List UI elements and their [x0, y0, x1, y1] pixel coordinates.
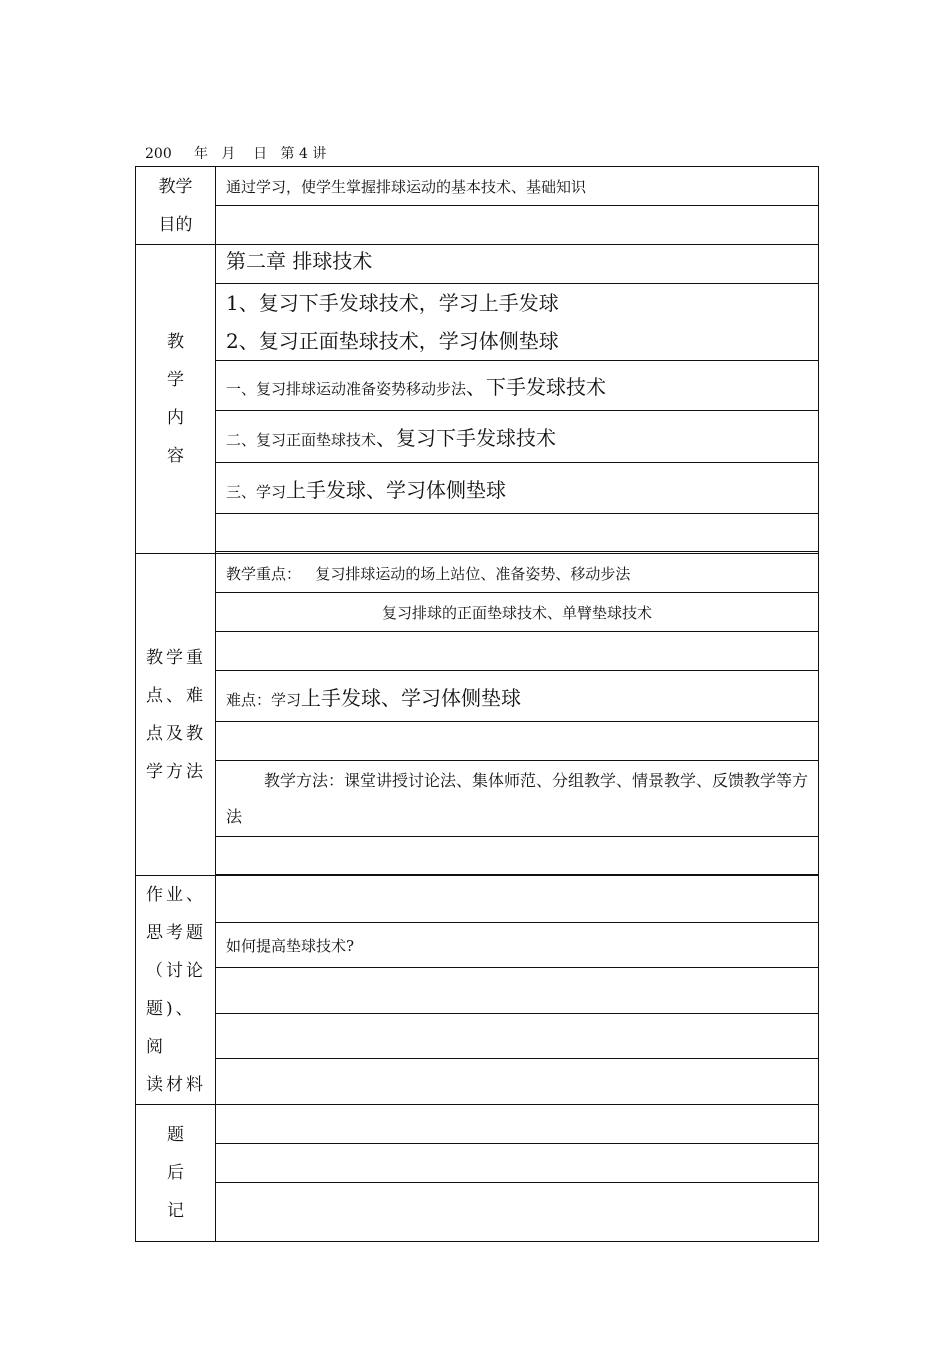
lecture-number: 第 4 讲: [280, 146, 327, 162]
content-items: [216, 284, 819, 361]
content-label: 教 学 内 容: [136, 245, 216, 554]
objective-empty: [216, 206, 819, 245]
content-item-2: 2、复习正面垫球技术，学习体侧垫球: [226, 329, 559, 353]
objective-row: [136, 167, 819, 206]
day-unit: 日: [253, 146, 268, 162]
lesson-plan-table: [135, 166, 819, 1242]
month-unit: 月: [221, 146, 236, 162]
key-point-2: 复习排球的正面垫球技术、单臂垫球技术: [216, 593, 819, 632]
objective-text: 通过学习，使学生掌握排球运动的基本技术、基础知识: [216, 167, 819, 206]
year: 200: [145, 146, 172, 162]
postscript-empty-1: [216, 1105, 819, 1144]
keypoints-label: 教学重 点、难 点及教 学方法: [136, 554, 216, 876]
content-row: [136, 245, 819, 284]
date-line: [145, 144, 326, 164]
postscript-row: [136, 1105, 819, 1144]
homework-row: [136, 876, 819, 923]
homework-empty-2: [216, 968, 819, 1014]
homework-question: 如何提高垫球技术?: [216, 922, 819, 968]
content-section-1: 一、复习排球运动准备姿势移动步法、下手发球技术: [216, 361, 819, 411]
objective-label: 教学 目的: [136, 167, 216, 245]
year-unit: 年: [194, 146, 208, 162]
keypoints-empty-3: [216, 837, 819, 875]
homework-empty-4: [216, 1059, 819, 1105]
chapter-title: 第二章 排球技术: [216, 245, 819, 284]
difficulty: 难点：学习上手发球、学习体侧垫球: [216, 671, 819, 722]
keypoints-empty-2: [216, 722, 819, 761]
content-section-3: 三、学习上手发球、学习体侧垫球: [216, 463, 819, 514]
keypoints-row: [136, 554, 819, 593]
homework-empty-3: [216, 1013, 819, 1059]
content-item-1: 1、复习下手发球技术，学习上手发球: [226, 291, 559, 315]
key-point-1: 教学重点： 复习排球运动的场上站位、准备姿势、移动步法: [216, 554, 819, 593]
postscript-empty-3: [216, 1183, 819, 1242]
postscript-empty-2: [216, 1144, 819, 1183]
homework-empty-1: [216, 876, 819, 923]
teaching-method: 教学方法：课堂讲授讨论法、集体师范、分组教学、情景教学、反馈教学等方法: [216, 761, 819, 837]
homework-label: 作业、 思考题 （讨论 题)、阅 读材料: [136, 876, 216, 1105]
content-empty: [216, 514, 819, 552]
postscript-label: 题 后 记: [136, 1105, 216, 1242]
keypoints-empty-1: [216, 632, 819, 671]
content-section-2: 二、复习正面垫球技术、复习下手发球技术: [216, 411, 819, 463]
